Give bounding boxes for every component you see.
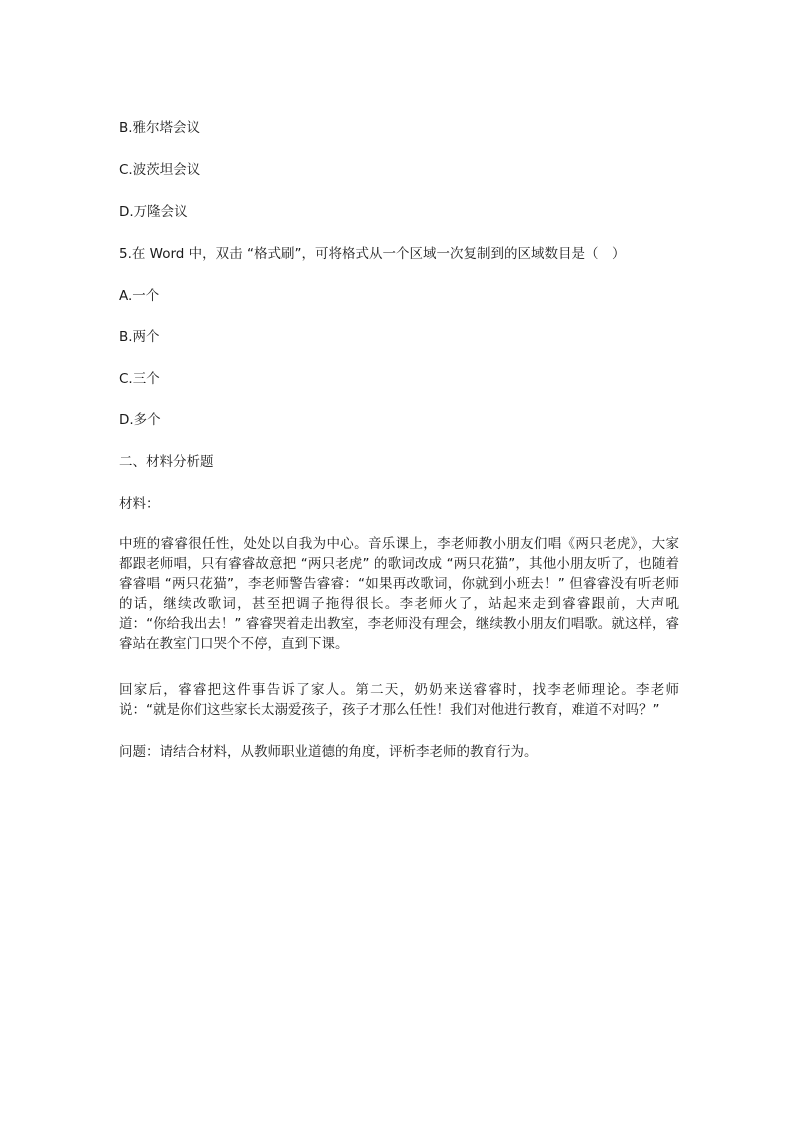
q5-option-b: B.两个 [119, 329, 160, 345]
q5-option-a: A.一个 [119, 288, 160, 304]
q5-option-d: D.多个 [119, 412, 161, 428]
q5-stem: 5.在 Word 中，双击 “格式刷”，可将格式从一个区域一次复制到的区域数目是（ ） [119, 246, 626, 262]
q4-option-c: C.波茨坦会议 [119, 162, 201, 178]
material-label: 材料： [119, 496, 160, 512]
material-paragraph-1: 中班的睿睿很任性，处处以自我为中心。音乐课上，李老师教小朋友们唱《两只老虎》，大家都跟老师唱，只有睿睿故意把 “两只老虎” 的歌词改成 “两只花猫”，其他小朋友听了，也随着睿睿唱 “两只花猫”，李老师警告睿睿：“如果再改歌词，你就到小班去！” 但睿睿没有听老师的话，继续改歌词，甚至把调子拖得很长。李老师火了，站起来走到睿睿跟前，大声吼道：“你给我出去！” 睿睿哭着走出教室，李老师没有理会，继续教小朋友们唱歌。就这样，睿睿站在教室门口哭个不停，直到下课。 [119, 536, 679, 652]
section-heading: 二、材料分析题 [119, 454, 214, 470]
q4-option-b: B.雅尔塔会议 [119, 120, 201, 136]
analysis-question: 问题：请结合材料，从教师职业道德的角度，评析李老师的教育行为。 [119, 744, 538, 760]
material-paragraph-2: 回家后，睿睿把这件事告诉了家人。第二天，奶奶来送睿睿时，找李老师理论。李老师说：“就是你们这些家长太溺爱孩子，孩子才那么任性！我们对他进行教育，难道不对吗？” [119, 682, 679, 718]
q5-option-c: C.三个 [119, 371, 160, 387]
q4-option-d: D.万隆会议 [119, 204, 188, 220]
